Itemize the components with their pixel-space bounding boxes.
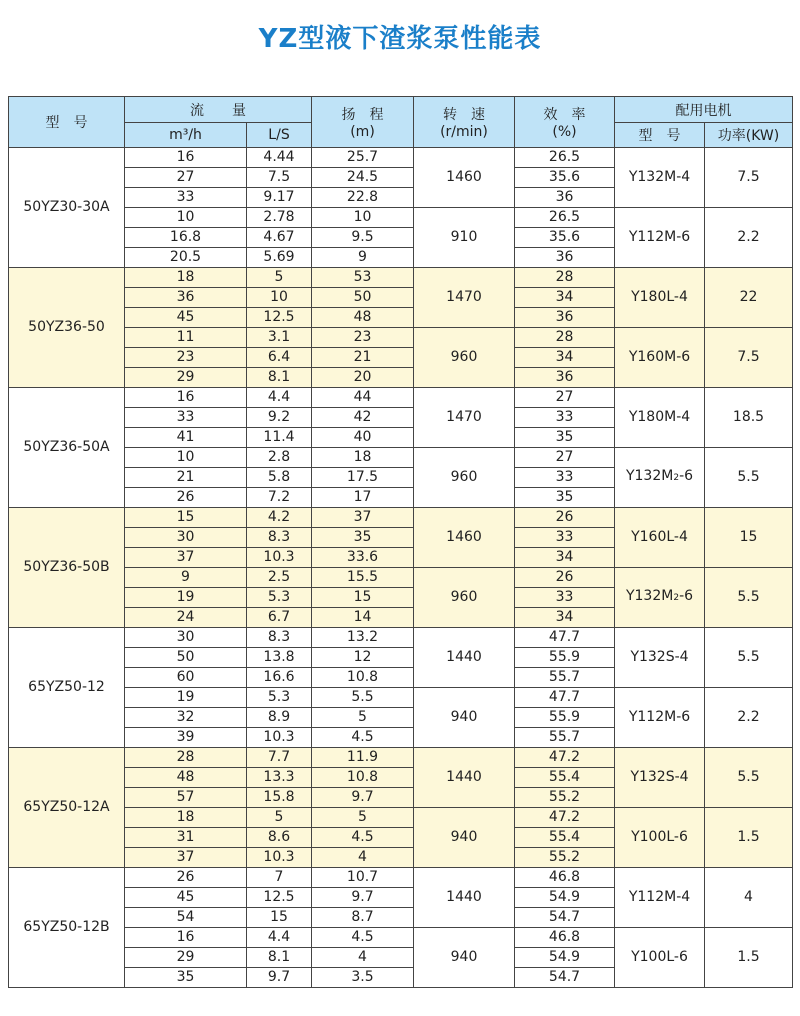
table-row bbox=[9, 868, 793, 888]
motor-model-cell bbox=[615, 268, 705, 328]
flow-ls-cell: 7 bbox=[247, 868, 312, 888]
header-efficiency-unit: (%) bbox=[552, 124, 577, 140]
flow-m3h-cell: 29 bbox=[125, 368, 247, 388]
flow-m3h-cell: 19 bbox=[125, 688, 247, 708]
table-row bbox=[9, 208, 793, 228]
efficiency-cell: 36 bbox=[515, 188, 615, 208]
head-cell: 12 bbox=[312, 648, 414, 668]
head-cell: 40 bbox=[312, 428, 414, 448]
speed-cell: 940 bbox=[414, 808, 515, 868]
efficiency-cell: 55.7 bbox=[515, 668, 615, 688]
flow-m3h-cell: 28 bbox=[125, 748, 247, 768]
flow-ls-cell: 5.8 bbox=[247, 468, 312, 488]
head-cell: 11.9 bbox=[312, 748, 414, 768]
head-cell: 25.7 bbox=[312, 148, 414, 168]
motor-model-subscript: 2 bbox=[673, 473, 680, 483]
efficiency-cell: 36 bbox=[515, 308, 615, 328]
header-efficiency bbox=[515, 97, 615, 148]
flow-m3h-cell: 35 bbox=[125, 968, 247, 988]
table-header bbox=[9, 97, 793, 148]
table-row bbox=[9, 928, 793, 948]
head-cell: 5 bbox=[312, 708, 414, 728]
head-cell: 42 bbox=[312, 408, 414, 428]
flow-ls-cell: 8.9 bbox=[247, 708, 312, 728]
head-cell: 15 bbox=[312, 588, 414, 608]
flow-m3h-cell: 41 bbox=[125, 428, 247, 448]
table-row bbox=[9, 748, 793, 768]
flow-m3h-cell: 27 bbox=[125, 168, 247, 188]
motor-power-cell: 2.2 bbox=[705, 688, 793, 748]
motor-model-cell bbox=[615, 388, 705, 448]
flow-ls-cell: 12.5 bbox=[247, 888, 312, 908]
page-title: YZ型液下渣浆泵性能表 bbox=[258, 24, 542, 54]
head-cell: 21 bbox=[312, 348, 414, 368]
efficiency-cell: 27 bbox=[515, 388, 615, 408]
motor-model-cell bbox=[615, 328, 705, 388]
head-cell: 5 bbox=[312, 808, 414, 828]
efficiency-cell: 35 bbox=[515, 488, 615, 508]
flow-ls-cell: 3.1 bbox=[247, 328, 312, 348]
header-head-unit: (m) bbox=[350, 124, 375, 140]
speed-cell: 1470 bbox=[414, 388, 515, 448]
speed-cell: 1440 bbox=[414, 628, 515, 688]
flow-ls-cell: 16.6 bbox=[247, 668, 312, 688]
efficiency-cell: 28 bbox=[515, 268, 615, 288]
flow-ls-cell: 5 bbox=[247, 268, 312, 288]
table-body bbox=[9, 148, 793, 988]
flow-m3h-cell: 10 bbox=[125, 208, 247, 228]
head-cell: 53 bbox=[312, 268, 414, 288]
head-cell: 4 bbox=[312, 948, 414, 968]
flow-ls-cell: 4.4 bbox=[247, 388, 312, 408]
flow-ls-cell: 9.7 bbox=[247, 968, 312, 988]
head-cell: 35 bbox=[312, 528, 414, 548]
efficiency-cell: 33 bbox=[515, 588, 615, 608]
header-model: 型 号 bbox=[9, 97, 125, 148]
header-motor-model: 型 号 bbox=[615, 123, 705, 148]
efficiency-cell: 55.4 bbox=[515, 768, 615, 788]
header-head-label: 扬 程 bbox=[341, 107, 384, 123]
flow-m3h-cell: 18 bbox=[125, 808, 247, 828]
flow-m3h-cell: 21 bbox=[125, 468, 247, 488]
head-cell: 17.5 bbox=[312, 468, 414, 488]
efficiency-cell: 47.7 bbox=[515, 628, 615, 648]
table-row bbox=[9, 328, 793, 348]
model-name-cell: 50YZ36-50 bbox=[9, 268, 125, 388]
efficiency-cell: 55.2 bbox=[515, 848, 615, 868]
motor-power-cell: 7.5 bbox=[705, 148, 793, 208]
header-flow: 流 量 bbox=[125, 97, 312, 123]
model-name-cell: 50YZ36-50B bbox=[9, 508, 125, 628]
head-cell: 9.7 bbox=[312, 788, 414, 808]
efficiency-cell: 47.2 bbox=[515, 808, 615, 828]
flow-m3h-cell: 33 bbox=[125, 408, 247, 428]
head-cell: 10.8 bbox=[312, 768, 414, 788]
speed-cell: 1460 bbox=[414, 148, 515, 208]
motor-model-text: Y180M-4 bbox=[628, 409, 691, 425]
speed-cell: 960 bbox=[414, 448, 515, 508]
table-row bbox=[9, 808, 793, 828]
flow-ls-cell: 15.8 bbox=[247, 788, 312, 808]
header-speed-unit: (r/min) bbox=[440, 124, 488, 140]
head-cell: 3.5 bbox=[312, 968, 414, 988]
flow-ls-cell: 2.5 bbox=[247, 568, 312, 588]
speed-cell: 1440 bbox=[414, 868, 515, 928]
head-cell: 13.2 bbox=[312, 628, 414, 648]
flow-m3h-cell: 45 bbox=[125, 888, 247, 908]
efficiency-cell: 54.7 bbox=[515, 968, 615, 988]
header-speed bbox=[414, 97, 515, 148]
flow-ls-cell: 5.69 bbox=[247, 248, 312, 268]
efficiency-cell: 36 bbox=[515, 248, 615, 268]
motor-power-cell: 22 bbox=[705, 268, 793, 328]
efficiency-cell: 55.4 bbox=[515, 828, 615, 848]
flow-ls-cell: 13.3 bbox=[247, 768, 312, 788]
table-row bbox=[9, 268, 793, 288]
flow-m3h-cell: 36 bbox=[125, 288, 247, 308]
efficiency-cell: 34 bbox=[515, 288, 615, 308]
head-cell: 4.5 bbox=[312, 728, 414, 748]
motor-power-cell: 5.5 bbox=[705, 628, 793, 688]
motor-model-cell bbox=[615, 928, 705, 988]
flow-ls-cell: 4.67 bbox=[247, 228, 312, 248]
efficiency-cell: 47.2 bbox=[515, 748, 615, 768]
motor-model-text: Y132M-4 bbox=[628, 169, 691, 185]
efficiency-cell: 33 bbox=[515, 408, 615, 428]
flow-m3h-cell: 37 bbox=[125, 548, 247, 568]
flow-m3h-cell: 30 bbox=[125, 628, 247, 648]
flow-m3h-cell: 18 bbox=[125, 268, 247, 288]
flow-m3h-cell: 32 bbox=[125, 708, 247, 728]
flow-ls-cell: 8.6 bbox=[247, 828, 312, 848]
head-cell: 10.7 bbox=[312, 868, 414, 888]
flow-m3h-cell: 16 bbox=[125, 928, 247, 948]
motor-model-text: Y132M bbox=[625, 588, 674, 604]
head-cell: 5.5 bbox=[312, 688, 414, 708]
header-flow-m3h: m³/h bbox=[125, 123, 247, 148]
motor-model-cell bbox=[615, 808, 705, 868]
speed-cell: 940 bbox=[414, 688, 515, 748]
motor-model-text: Y132S-4 bbox=[630, 649, 689, 665]
flow-m3h-cell: 11 bbox=[125, 328, 247, 348]
flow-ls-cell: 4.4 bbox=[247, 928, 312, 948]
flow-ls-cell: 10.3 bbox=[247, 848, 312, 868]
flow-m3h-cell: 37 bbox=[125, 848, 247, 868]
head-cell: 33.6 bbox=[312, 548, 414, 568]
flow-ls-cell: 7.2 bbox=[247, 488, 312, 508]
efficiency-cell: 27 bbox=[515, 448, 615, 468]
head-cell: 23 bbox=[312, 328, 414, 348]
head-cell: 48 bbox=[312, 308, 414, 328]
flow-ls-cell: 10.3 bbox=[247, 728, 312, 748]
head-cell: 9.7 bbox=[312, 888, 414, 908]
flow-ls-cell: 10 bbox=[247, 288, 312, 308]
flow-m3h-cell: 23 bbox=[125, 348, 247, 368]
motor-model-text: Y112M-6 bbox=[628, 709, 691, 725]
flow-ls-cell: 2.78 bbox=[247, 208, 312, 228]
flow-m3h-cell: 15 bbox=[125, 508, 247, 528]
table-row bbox=[9, 688, 793, 708]
efficiency-cell: 28 bbox=[515, 328, 615, 348]
motor-power-cell: 15 bbox=[705, 508, 793, 568]
flow-m3h-cell: 19 bbox=[125, 588, 247, 608]
speed-cell: 1460 bbox=[414, 508, 515, 568]
flow-m3h-cell: 31 bbox=[125, 828, 247, 848]
table-row bbox=[9, 448, 793, 468]
motor-power-cell: 5.5 bbox=[705, 448, 793, 508]
motor-model-subscript: 2 bbox=[673, 593, 680, 603]
flow-ls-cell: 12.5 bbox=[247, 308, 312, 328]
motor-model-text: Y132M bbox=[625, 468, 674, 484]
table-row bbox=[9, 568, 793, 588]
head-cell: 20 bbox=[312, 368, 414, 388]
header-motor: 配用电机 bbox=[615, 97, 793, 123]
efficiency-cell: 35 bbox=[515, 428, 615, 448]
flow-m3h-cell: 26 bbox=[125, 868, 247, 888]
efficiency-cell: 26.5 bbox=[515, 148, 615, 168]
table-row bbox=[9, 388, 793, 408]
flow-ls-cell: 9.2 bbox=[247, 408, 312, 428]
flow-ls-cell: 8.1 bbox=[247, 948, 312, 968]
flow-m3h-cell: 16 bbox=[125, 148, 247, 168]
head-cell: 18 bbox=[312, 448, 414, 468]
efficiency-cell: 26.5 bbox=[515, 208, 615, 228]
flow-ls-cell: 13.8 bbox=[247, 648, 312, 668]
head-cell: 9.5 bbox=[312, 228, 414, 248]
motor-model-text: Y112M-4 bbox=[628, 889, 691, 905]
flow-ls-cell: 9.17 bbox=[247, 188, 312, 208]
head-cell: 10.8 bbox=[312, 668, 414, 688]
head-cell: 14 bbox=[312, 608, 414, 628]
flow-m3h-cell: 30 bbox=[125, 528, 247, 548]
efficiency-cell: 54.9 bbox=[515, 888, 615, 908]
flow-ls-cell: 5.3 bbox=[247, 588, 312, 608]
efficiency-cell: 36 bbox=[515, 368, 615, 388]
head-cell: 10 bbox=[312, 208, 414, 228]
motor-model-suffix: -6 bbox=[679, 468, 694, 484]
flow-m3h-cell: 45 bbox=[125, 308, 247, 328]
motor-model-text: Y160L-4 bbox=[631, 529, 688, 545]
flow-ls-cell: 15 bbox=[247, 908, 312, 928]
head-cell: 37 bbox=[312, 508, 414, 528]
head-cell: 9 bbox=[312, 248, 414, 268]
motor-model-suffix: -6 bbox=[679, 588, 694, 604]
motor-model-text: Y180L-4 bbox=[631, 289, 688, 305]
efficiency-cell: 54.7 bbox=[515, 908, 615, 928]
motor-power-cell: 7.5 bbox=[705, 328, 793, 388]
motor-model-cell bbox=[615, 148, 705, 208]
table-row bbox=[9, 148, 793, 168]
speed-cell: 940 bbox=[414, 928, 515, 988]
motor-model-cell bbox=[615, 628, 705, 688]
header-speed-label: 转 速 bbox=[443, 107, 485, 123]
head-cell: 8.7 bbox=[312, 908, 414, 928]
flow-ls-cell: 8.1 bbox=[247, 368, 312, 388]
flow-ls-cell: 8.3 bbox=[247, 628, 312, 648]
head-cell: 4 bbox=[312, 848, 414, 868]
header-efficiency-label: 效 率 bbox=[543, 107, 586, 123]
flow-m3h-cell: 9 bbox=[125, 568, 247, 588]
header-motor-power: 功率(KW) bbox=[705, 123, 793, 148]
efficiency-cell: 34 bbox=[515, 608, 615, 628]
head-cell: 22.8 bbox=[312, 188, 414, 208]
efficiency-cell: 55.2 bbox=[515, 788, 615, 808]
model-name-cell: 50YZ36-50A bbox=[9, 388, 125, 508]
motor-model-cell bbox=[615, 748, 705, 808]
flow-ls-cell: 4.2 bbox=[247, 508, 312, 528]
motor-model-cell bbox=[615, 448, 705, 508]
table-row bbox=[9, 508, 793, 528]
speed-cell: 1470 bbox=[414, 268, 515, 328]
efficiency-cell: 33 bbox=[515, 528, 615, 548]
flow-m3h-cell: 10 bbox=[125, 448, 247, 468]
flow-ls-cell: 4.44 bbox=[247, 148, 312, 168]
motor-power-cell: 4 bbox=[705, 868, 793, 928]
motor-model-cell bbox=[615, 568, 705, 628]
motor-model-cell bbox=[615, 868, 705, 928]
efficiency-cell: 54.9 bbox=[515, 948, 615, 968]
efficiency-cell: 35.6 bbox=[515, 228, 615, 248]
flow-m3h-cell: 39 bbox=[125, 728, 247, 748]
flow-m3h-cell: 60 bbox=[125, 668, 247, 688]
motor-model-cell bbox=[615, 508, 705, 568]
motor-model-text: Y112M-6 bbox=[628, 229, 691, 245]
efficiency-cell: 34 bbox=[515, 548, 615, 568]
flow-ls-cell: 8.3 bbox=[247, 528, 312, 548]
motor-power-cell: 5.5 bbox=[705, 568, 793, 628]
head-cell: 50 bbox=[312, 288, 414, 308]
flow-ls-cell: 5 bbox=[247, 808, 312, 828]
efficiency-cell: 55.9 bbox=[515, 708, 615, 728]
flow-ls-cell: 7.7 bbox=[247, 748, 312, 768]
motor-model-text: Y100L-6 bbox=[631, 949, 688, 965]
flow-ls-cell: 2.8 bbox=[247, 448, 312, 468]
flow-m3h-cell: 24 bbox=[125, 608, 247, 628]
efficiency-cell: 26 bbox=[515, 508, 615, 528]
flow-ls-cell: 6.7 bbox=[247, 608, 312, 628]
efficiency-cell: 33 bbox=[515, 468, 615, 488]
flow-ls-cell: 11.4 bbox=[247, 428, 312, 448]
header-head bbox=[312, 97, 414, 148]
efficiency-cell: 34 bbox=[515, 348, 615, 368]
performance-table bbox=[8, 96, 793, 988]
model-name-cell: 65YZ50-12B bbox=[9, 868, 125, 988]
model-name-cell: 65YZ50-12 bbox=[9, 628, 125, 748]
efficiency-cell: 55.7 bbox=[515, 728, 615, 748]
efficiency-cell: 26 bbox=[515, 568, 615, 588]
flow-m3h-cell: 48 bbox=[125, 768, 247, 788]
flow-ls-cell: 5.3 bbox=[247, 688, 312, 708]
head-cell: 44 bbox=[312, 388, 414, 408]
motor-power-cell: 2.2 bbox=[705, 208, 793, 268]
head-cell: 24.5 bbox=[312, 168, 414, 188]
speed-cell: 1440 bbox=[414, 748, 515, 808]
motor-power-cell: 1.5 bbox=[705, 808, 793, 868]
flow-ls-cell: 10.3 bbox=[247, 548, 312, 568]
motor-model-cell bbox=[615, 688, 705, 748]
header-flow-ls: L/S bbox=[247, 123, 312, 148]
flow-m3h-cell: 16 bbox=[125, 388, 247, 408]
motor-power-cell: 18.5 bbox=[705, 388, 793, 448]
speed-cell: 960 bbox=[414, 328, 515, 388]
motor-model-text: Y100L-6 bbox=[631, 829, 688, 845]
flow-m3h-cell: 57 bbox=[125, 788, 247, 808]
table-row bbox=[9, 628, 793, 648]
speed-cell: 910 bbox=[414, 208, 515, 268]
flow-m3h-cell: 54 bbox=[125, 908, 247, 928]
flow-ls-cell: 6.4 bbox=[247, 348, 312, 368]
flow-m3h-cell: 20.5 bbox=[125, 248, 247, 268]
speed-cell: 960 bbox=[414, 568, 515, 628]
motor-power-cell: 5.5 bbox=[705, 748, 793, 808]
head-cell: 4.5 bbox=[312, 928, 414, 948]
motor-model-cell bbox=[615, 208, 705, 268]
motor-model-text: Y160M-6 bbox=[628, 349, 691, 365]
flow-m3h-cell: 29 bbox=[125, 948, 247, 968]
efficiency-cell: 47.7 bbox=[515, 688, 615, 708]
efficiency-cell: 55.9 bbox=[515, 648, 615, 668]
efficiency-cell: 35.6 bbox=[515, 168, 615, 188]
flow-ls-cell: 7.5 bbox=[247, 168, 312, 188]
flow-m3h-cell: 26 bbox=[125, 488, 247, 508]
efficiency-cell: 46.8 bbox=[515, 928, 615, 948]
head-cell: 17 bbox=[312, 488, 414, 508]
model-name-cell: 50YZ30-30A bbox=[9, 148, 125, 268]
motor-power-cell: 1.5 bbox=[705, 928, 793, 988]
model-name-cell: 65YZ50-12A bbox=[9, 748, 125, 868]
head-cell: 15.5 bbox=[312, 568, 414, 588]
flow-m3h-cell: 50 bbox=[125, 648, 247, 668]
efficiency-cell: 46.8 bbox=[515, 868, 615, 888]
motor-model-text: Y132S-4 bbox=[630, 769, 689, 785]
head-cell: 4.5 bbox=[312, 828, 414, 848]
flow-m3h-cell: 33 bbox=[125, 188, 247, 208]
flow-m3h-cell: 16.8 bbox=[125, 228, 247, 248]
